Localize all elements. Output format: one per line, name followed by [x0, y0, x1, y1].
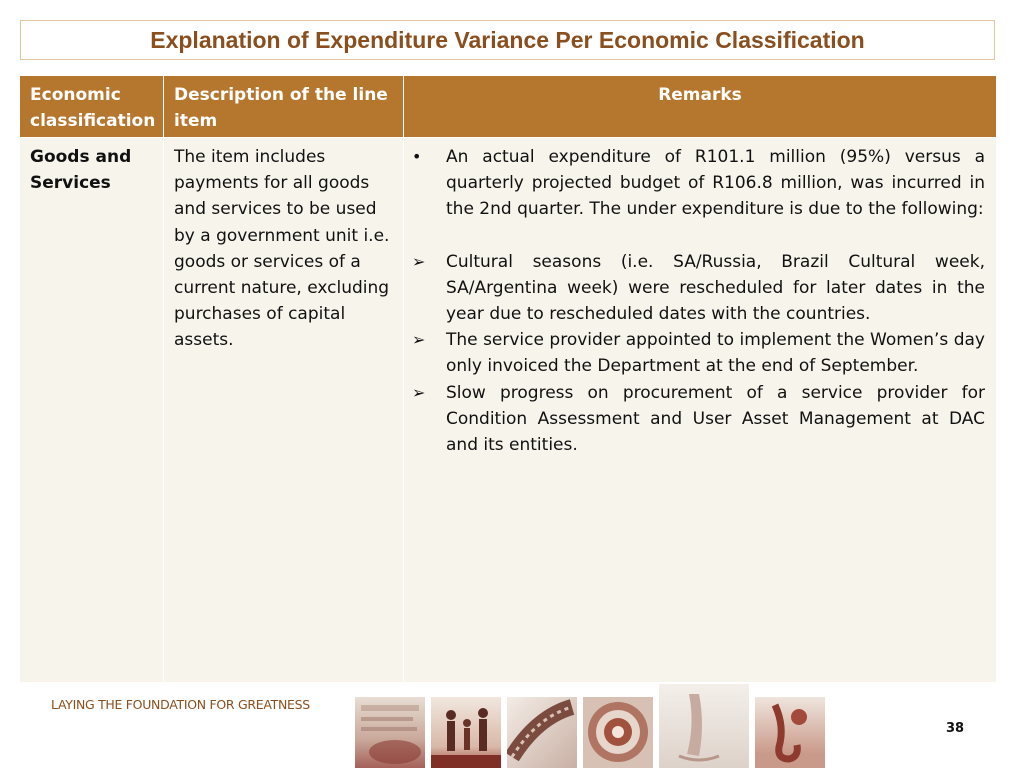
header-economic-classification: Economic classification [20, 76, 163, 137]
footer-tagline: LAYING THE FOUNDATION FOR GREATNESS [51, 697, 310, 712]
cell-remarks [404, 138, 996, 682]
ballet-shoe-image [659, 684, 749, 768]
book-image [355, 697, 425, 768]
remarks-intro-item [412, 144, 985, 223]
remarks-item-text: Cultural seasons (i.e. SA/Russia, Brazil Cultural week, SA/Argentina week) were rescheduled for later dates in the year due to rescheduled dates with the countries. [446, 251, 985, 325]
cell-description: The item includes payments for all goods and services to be used by a government unit i.e. goods or services of a current nature, excluding purchases of capital assets. [174, 147, 390, 351]
remarks-item-text: The service provider appointed to implement the Women’s day only invoiced the Department at the end of September. [446, 330, 985, 377]
remarks-item-text: Slow progress on procurement of a service provider for Condition Assessment and User Asset Management at DAC and its entities. [446, 382, 985, 456]
arrow-bullet-icon: ➢ [412, 251, 426, 271]
slide-title: Explanation of Expenditure Variance Per Economic Classification [20, 20, 995, 60]
header-remarks: Remarks [404, 76, 996, 137]
saxophone-image [755, 697, 825, 768]
remarks-list-item [412, 249, 985, 328]
beadwork-image [583, 697, 653, 768]
variance-table [20, 76, 996, 682]
header-description: Description of the line item [164, 76, 403, 137]
cell-classification: Goods and Services [30, 147, 132, 194]
family-image [431, 697, 501, 768]
remarks-intro-text: An actual expenditure of R101.1 million (95%) versus a quarterly projected budget of R106.8 million, was incurred in the 2nd quarter. The under expenditure is due to the following: [446, 147, 985, 220]
page-number: 38 [946, 721, 965, 736]
film-strip-image [507, 697, 577, 768]
bullet-icon: • [412, 147, 422, 166]
arrow-bullet-icon: ➢ [412, 382, 426, 402]
arrow-bullet-icon: ➢ [412, 330, 426, 350]
remarks-list-item [412, 380, 985, 459]
remarks-list-item [412, 327, 985, 379]
